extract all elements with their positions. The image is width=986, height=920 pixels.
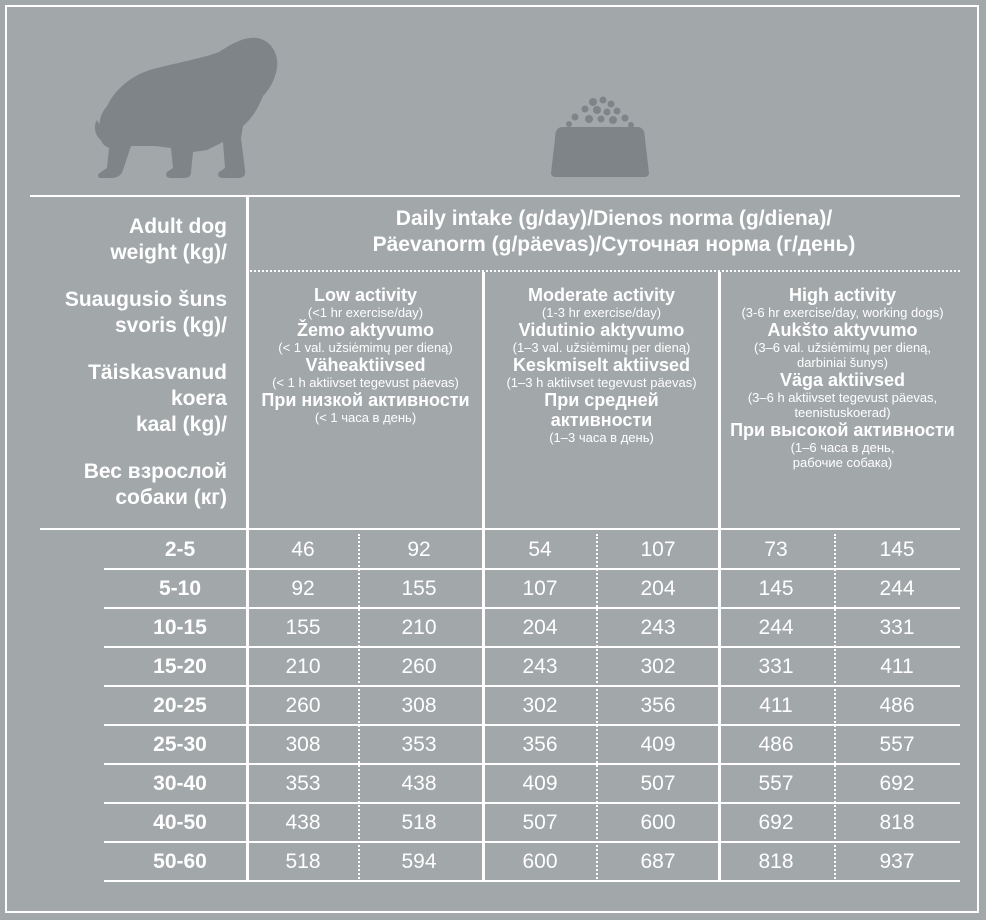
activity-note: (1–3 часа в день) bbox=[549, 430, 654, 445]
activity-note: darbiniai šunys) bbox=[796, 355, 889, 370]
activity-label: High activity bbox=[788, 285, 897, 305]
intake-value-cell: 92 bbox=[407, 538, 431, 561]
intake-value-cell: 353 bbox=[285, 772, 321, 795]
intake-value-cell: 409 bbox=[640, 733, 676, 756]
intake-value-cell: 204 bbox=[522, 616, 558, 639]
activity-header-moderate bbox=[485, 285, 718, 445]
intake-value-cell: 438 bbox=[285, 811, 321, 834]
weight-range-cell: 40-50 bbox=[153, 811, 207, 834]
intake-value-cell: 353 bbox=[401, 733, 437, 756]
table-row bbox=[0, 686, 986, 725]
weight-header-et: Täiskasvanud koera kaal (kg)/ bbox=[88, 361, 227, 436]
activity-note: (< 1 часа в день) bbox=[314, 410, 417, 425]
intake-value-cell: 438 bbox=[401, 772, 437, 795]
activity-label: активности bbox=[550, 410, 653, 430]
activity-note: (< 1 val. užsiėmimų per dieną) bbox=[278, 340, 453, 355]
intake-value-cell: 73 bbox=[764, 538, 788, 561]
intake-value-cell: 486 bbox=[879, 694, 915, 717]
intake-value-cell: 145 bbox=[879, 538, 915, 561]
activity-header-low bbox=[249, 285, 482, 425]
intake-value-cell: 145 bbox=[758, 577, 794, 600]
weight-range-cell: 25-30 bbox=[153, 733, 207, 756]
intake-value-cell: 302 bbox=[522, 694, 558, 717]
intake-value-cell: 302 bbox=[640, 655, 676, 678]
activity-label: Low activity bbox=[313, 285, 418, 305]
intake-value-cell: 92 bbox=[291, 577, 315, 600]
activity-label: Väheaktiivsed bbox=[305, 355, 426, 375]
intake-value-cell: 411 bbox=[759, 694, 793, 717]
intake-value-cell: 557 bbox=[879, 733, 915, 756]
intake-value-cell: 107 bbox=[522, 577, 558, 600]
intake-value-cell: 308 bbox=[401, 694, 437, 717]
intake-value-cell: 507 bbox=[640, 772, 676, 795]
intake-value-cell: 600 bbox=[640, 811, 676, 834]
intake-value-cell: 260 bbox=[285, 694, 321, 717]
intake-value-cell: 818 bbox=[879, 811, 915, 834]
intake-value-cell: 331 bbox=[879, 616, 915, 639]
activity-note: (1–6 часа в день, bbox=[790, 440, 895, 455]
intake-value-cell: 818 bbox=[758, 850, 794, 873]
table-row bbox=[0, 530, 986, 569]
intake-value-cell: 244 bbox=[758, 616, 794, 639]
weight-range-cell: 5-10 bbox=[158, 577, 202, 600]
intake-value-cell: 356 bbox=[640, 694, 676, 717]
intake-value-cell: 155 bbox=[401, 577, 437, 600]
activity-label: Vidutinio aktyvumo bbox=[518, 320, 685, 340]
intake-value-cell: 243 bbox=[522, 655, 558, 678]
intake-value-cell: 155 bbox=[285, 616, 321, 639]
activity-note: teenistuskoerad) bbox=[794, 405, 891, 420]
header-top-line bbox=[30, 195, 960, 197]
intake-value-cell: 308 bbox=[285, 733, 321, 756]
weight-header-lt: Suaugusio šuns svoris (kg)/ bbox=[64, 288, 227, 337]
activity-note: (3–6 h aktiivset tegevust päevas, bbox=[747, 390, 938, 405]
intake-value-cell: 411 bbox=[880, 655, 914, 678]
table-row bbox=[0, 608, 986, 647]
activity-note: (<1 hr exercise/day) bbox=[307, 305, 424, 320]
activity-note: (< 1 h aktiivset tegevust päevas) bbox=[272, 375, 459, 390]
intake-value-cell: 356 bbox=[522, 733, 558, 756]
activity-label: При высокой активности bbox=[730, 420, 955, 440]
table-row bbox=[0, 803, 986, 842]
weight-header-en: Adult dog weight (kg)/ bbox=[110, 215, 227, 264]
table-row bbox=[0, 725, 986, 764]
title-dotted-separator bbox=[250, 270, 960, 272]
weight-column-header bbox=[30, 214, 227, 532]
dog-silhouette-icon bbox=[95, 30, 280, 180]
activity-note: (3–6 val. užsiėmimų per dieną, bbox=[753, 340, 932, 355]
intake-value-cell: 331 bbox=[758, 655, 794, 678]
weight-range-cell: 20-25 bbox=[153, 694, 207, 717]
activity-note: (1–3 val. užsiėmimų per dieną) bbox=[512, 340, 691, 355]
activity-label: Keskmiselt aktiivsed bbox=[512, 355, 691, 375]
intake-value-cell: 687 bbox=[640, 850, 676, 873]
activity-label: Žemo aktyvumo bbox=[296, 320, 435, 340]
weight-range-cell: 15-20 bbox=[153, 655, 207, 678]
weight-range-cell: 10-15 bbox=[153, 616, 207, 639]
intake-value-cell: 692 bbox=[758, 811, 794, 834]
intake-value-cell: 937 bbox=[879, 850, 915, 873]
activity-label: При низкой активности bbox=[261, 390, 470, 410]
food-bowl-icon bbox=[545, 95, 655, 177]
activity-label: Väga aktiivsed bbox=[779, 370, 906, 390]
intake-value-cell: 46 bbox=[291, 538, 315, 561]
intake-value-cell: 210 bbox=[285, 655, 321, 678]
intake-value-cell: 244 bbox=[879, 577, 915, 600]
activity-note: (3-6 hr exercise/day, working dogs) bbox=[741, 305, 944, 320]
intake-value-cell: 507 bbox=[522, 811, 558, 834]
intake-value-cell: 204 bbox=[640, 577, 676, 600]
intake-value-cell: 557 bbox=[758, 772, 794, 795]
intake-value-cell: 692 bbox=[879, 772, 915, 795]
intake-value-cell: 54 bbox=[528, 538, 552, 561]
activity-note: рабочие собака) bbox=[792, 455, 893, 470]
activity-label: Moderate activity bbox=[527, 285, 676, 305]
intake-value-cell: 594 bbox=[401, 850, 437, 873]
intake-value-cell: 210 bbox=[401, 616, 437, 639]
table-row bbox=[0, 842, 986, 881]
weight-range-cell: 30-40 bbox=[153, 772, 207, 795]
weight-range-cell: 2-5 bbox=[164, 538, 196, 561]
daily-intake-title: Daily intake (g/day)/Dienos norma (g/diena)/ Päevanorm (g/päevas)/Суточная норма (г/день) bbox=[372, 207, 856, 256]
table-row bbox=[0, 647, 986, 686]
activity-label: При средней bbox=[544, 390, 659, 410]
weight-range-cell: 50-60 bbox=[153, 850, 207, 873]
activity-header-high bbox=[721, 285, 964, 470]
intake-value-cell: 409 bbox=[522, 772, 558, 795]
intake-value-cell: 486 bbox=[758, 733, 794, 756]
intake-value-cell: 600 bbox=[522, 850, 558, 873]
weight-header-ru: Вес взрослой собаки (кг) bbox=[83, 460, 227, 509]
intake-value-cell: 518 bbox=[401, 811, 437, 834]
intake-value-cell: 260 bbox=[401, 655, 437, 678]
intake-value-cell: 107 bbox=[640, 538, 676, 561]
table-row bbox=[0, 569, 986, 608]
intake-value-cell: 518 bbox=[285, 850, 321, 873]
activity-note: (1–3 h aktiivset tegevust päevas) bbox=[506, 375, 697, 390]
table-row bbox=[0, 764, 986, 803]
intake-value-cell: 243 bbox=[640, 616, 676, 639]
activity-note: (1-3 hr exercise/day) bbox=[541, 305, 662, 320]
activity-label: Aukšto aktyvumo bbox=[767, 320, 918, 340]
